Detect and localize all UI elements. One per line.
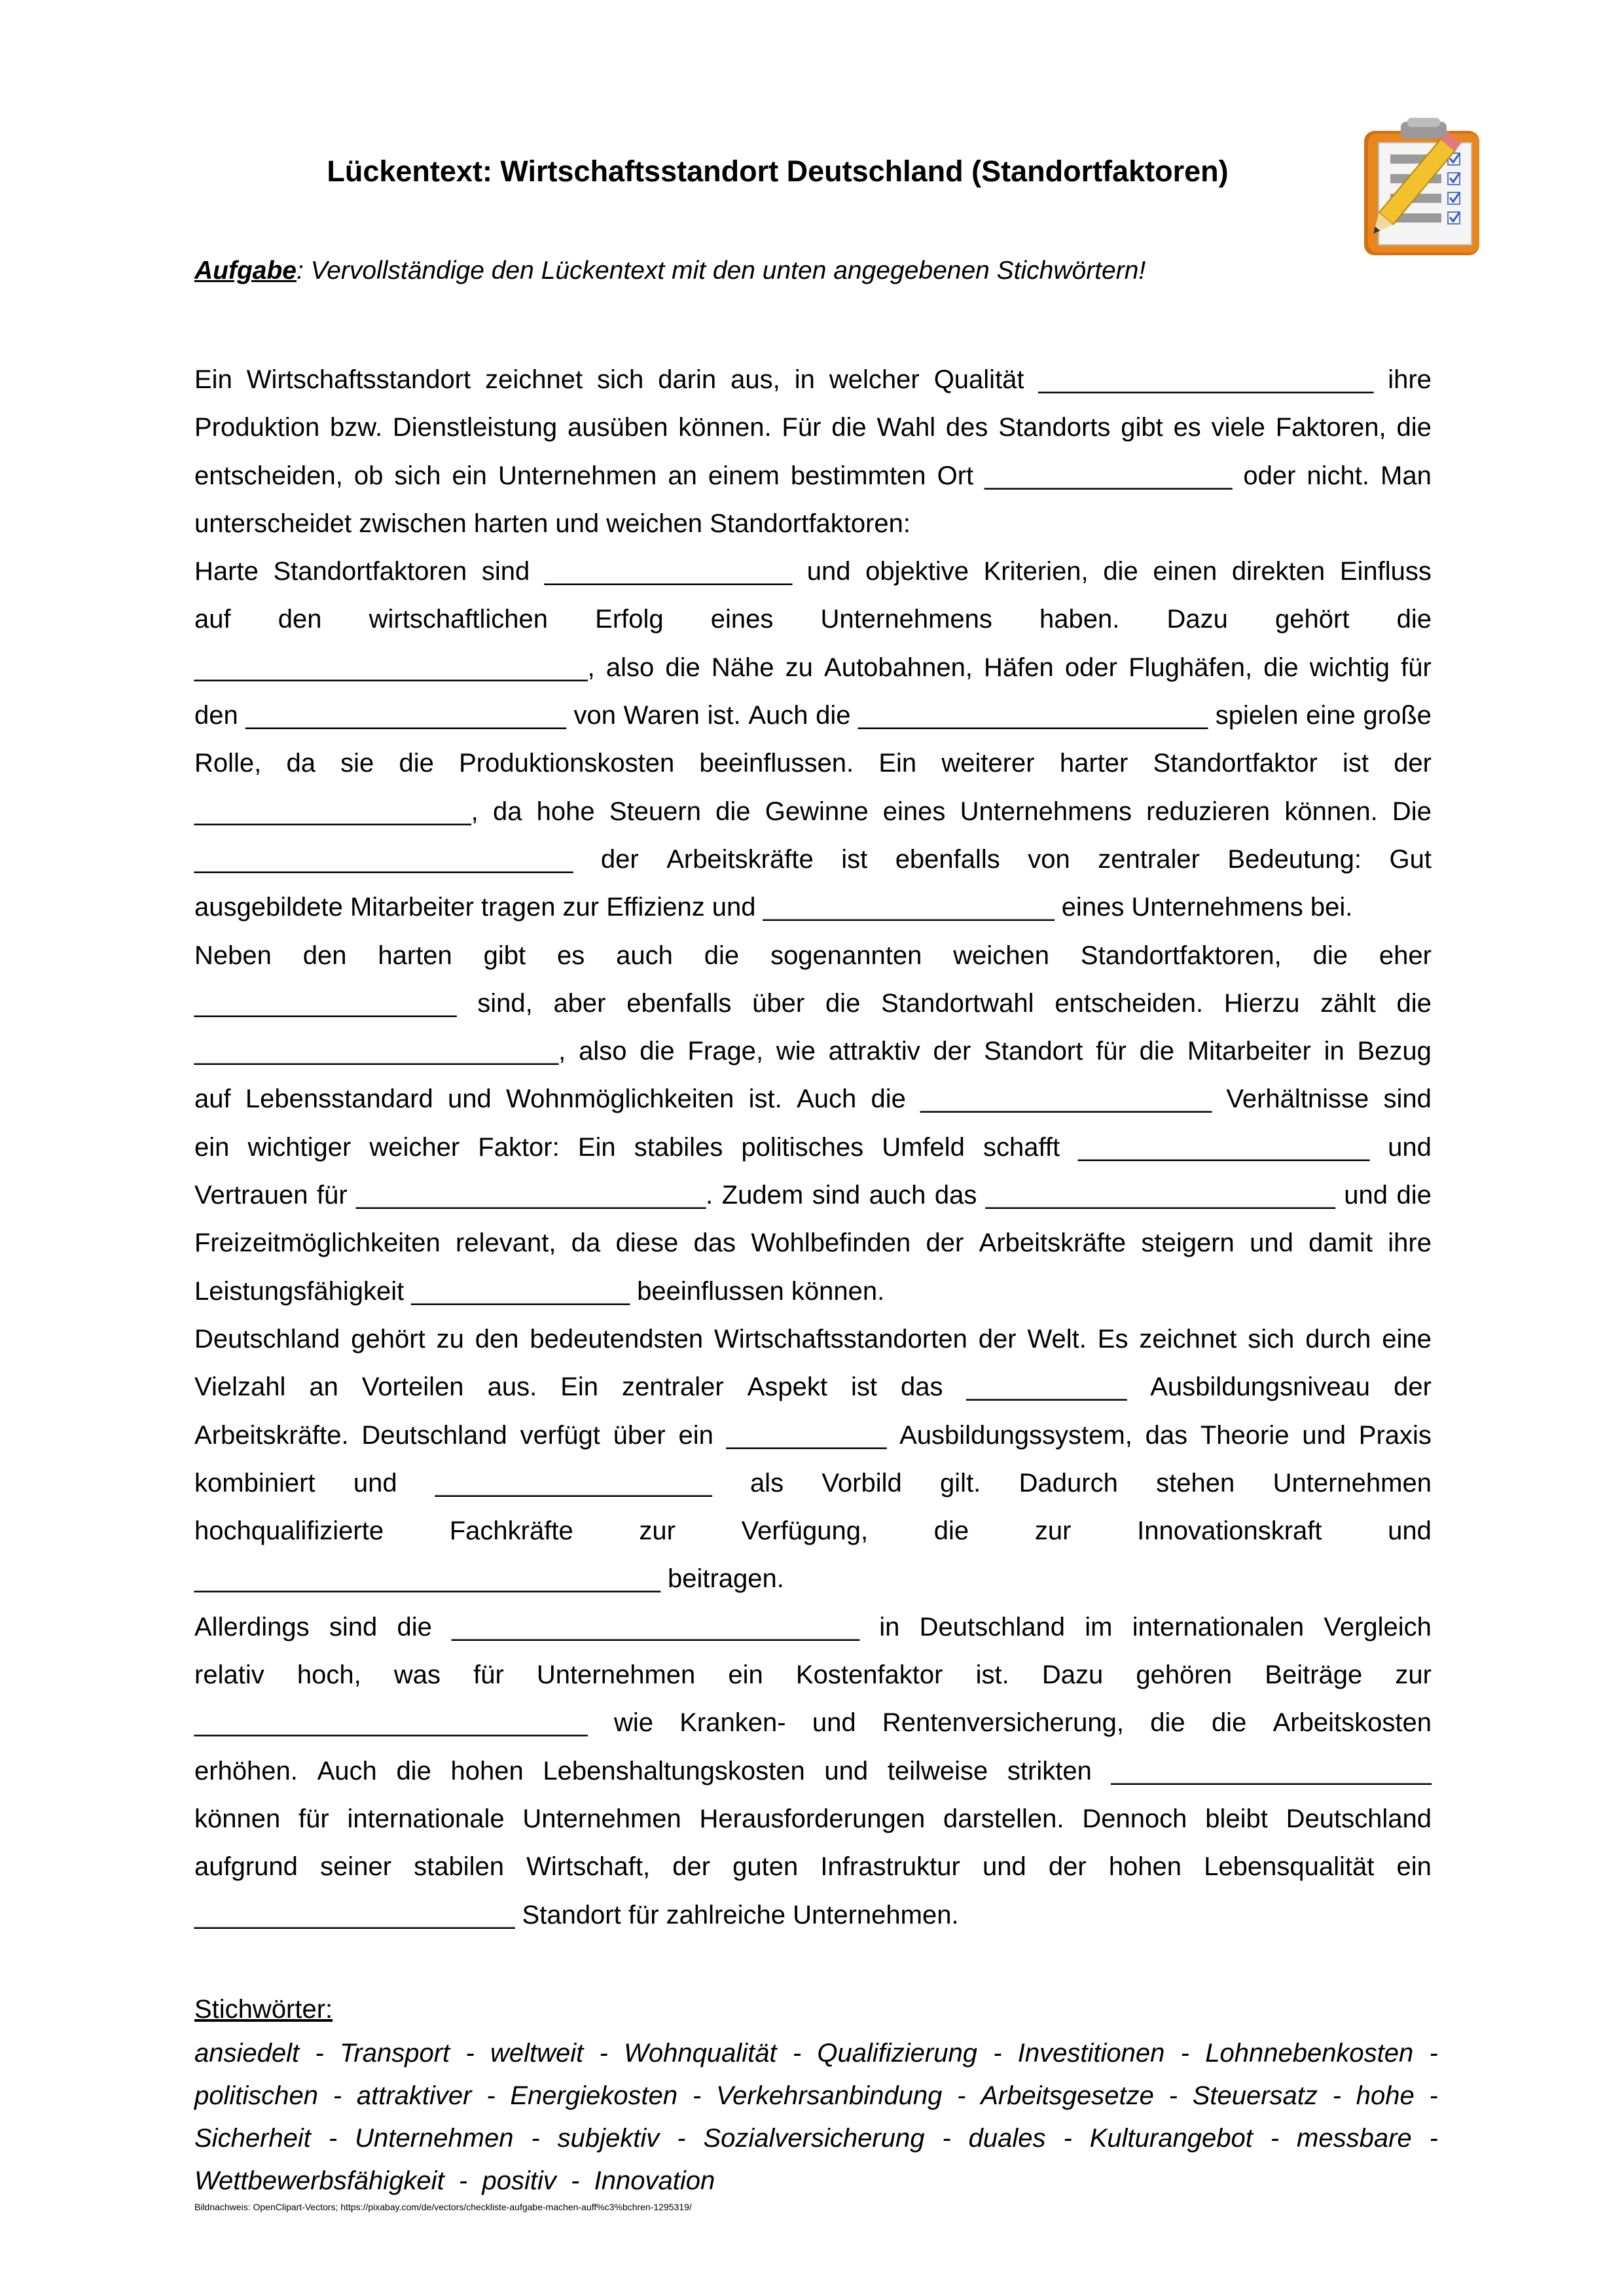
text-line: ein wichtiger weicher Faktor: Ein stabiles politisches Umfeld schafft ____________________ und: [194, 1132, 1432, 1162]
text-line: __________________ sind, aber ebenfalls über die Standortwahl entscheiden. Hierzu zählt die: [194, 988, 1432, 1018]
task-label: Aufgabe: [194, 257, 297, 285]
text-line: den ______________________ von Waren ist. Auch die ________________________ spielen eine große: [194, 701, 1432, 730]
text-line: Produktion bzw. Dienstleistung ausüben können. Für die Wahl des Standorts gibt es viele Faktoren, die: [194, 413, 1432, 442]
text-line: ausgebildete Mitarbeiter tragen zur Effizienz und ____________________ eines Unternehmens bei.: [194, 893, 1353, 922]
text-line: entscheiden, ob sich ein Unternehmen an einem bestimmten Ort _________________ oder nicht. Man: [194, 461, 1432, 490]
text-line: aufgrund seiner stabilen Wirtschaft, der guten Infrastruktur und der hohen Lebensqualität ein: [194, 1852, 1432, 1882]
text-line: Freizeitmöglichkeiten relevant, da diese das Wohlbefinden der Arbeitskräfte steigern und damit ihre: [194, 1229, 1432, 1258]
text-line: Ein Wirtschaftsstandort zeichnet sich darin aus, in welcher Qualität _______________________ ihre: [194, 365, 1432, 394]
page-title: Lückentext: Wirtschaftsstandort Deutschland (Standortfaktoren): [327, 154, 1229, 188]
text-line: Neben den harten gibt es auch die sogenannten weichen Standortfaktoren, die eher: [194, 941, 1432, 970]
text-line: Deutschland gehört zu den bedeutendsten Wirtschaftsstandorten der Welt. Es zeichnet sich durch eine: [194, 1324, 1432, 1354]
text-line: Vertrauen für ________________________. Zudem sind auch das ________________________ und die: [194, 1181, 1432, 1210]
text-line: ___________________________ wie Kranken- und Rentenversicherung, die die Arbeitskosten: [194, 1708, 1432, 1738]
task-instruction: [194, 251, 1438, 291]
text-line: Arbeitskräfte. Deutschland verfügt über ein ___________ Ausbildungssystem, das Theorie und Praxis: [194, 1420, 1432, 1450]
text-line: __________________________ der Arbeitskräfte ist ebenfalls von zentraler Bedeutung: Gut: [194, 844, 1432, 874]
text-line: ___________________________, also die Nähe zu Autobahnen, Häfen oder Flughäfen, die wichtig für: [194, 653, 1432, 682]
text-line: Vielzahl an Vorteilen aus. Ein zentraler Aspekt ist das ___________ Ausbildungsniveau der: [194, 1372, 1432, 1402]
text-line: unterscheidet zwischen harten und weichen Standortfaktoren:: [194, 509, 911, 538]
image-credit: Bildnachweis: OpenClipart-Vectors; https://pixabay.com/de/vectors/checkliste-aufgabe-machen-auff%c3%bchren-1295319/: [194, 2202, 692, 2212]
text-line: _________________________, also die Frage, wie attraktiv der Standort für die Mitarbeiter in Bezug: [194, 1037, 1432, 1066]
clipboard-checklist-icon: [1359, 117, 1490, 260]
keywords-list: [194, 2032, 1438, 2202]
text-line: auf Lebensstandard und Wohnmöglichkeiten ist. Auch die ____________________ Verhältnisse sind: [194, 1085, 1432, 1114]
text-line: Harte Standortfaktoren sind _________________ und objektive Kriterien, die einen direkten Einfluss: [194, 557, 1432, 586]
text-line: ______________________ Standort für zahlreiche Unternehmen.: [194, 1900, 959, 1929]
keywords-heading: Stichwörter:: [194, 1995, 333, 2024]
text-line: Allerdings sind die ____________________________ in Deutschland im internationalen Vergleich: [194, 1612, 1432, 1641]
text-line: kombiniert und ___________________ als Vorbild gilt. Dadurch stehen Unternehmen: [194, 1468, 1432, 1498]
text-line: Rolle, da sie die Produktionskosten beeinflussen. Ein weiterer harter Standortfaktor ist der: [194, 749, 1432, 778]
keyword-line: Wettbewerbsfähigkeit - positiv - Innovation: [194, 2166, 715, 2195]
cloze-paragraph: [194, 356, 1432, 1939]
text-line: auf den wirtschaftlichen Erfolg eines Unternehmens haben. Dazu gehört die: [194, 605, 1432, 634]
text-line: ________________________________ beitragen.: [194, 1564, 784, 1594]
text-line: können für internationale Unternehmen Herausforderungen darstellen. Dennoch bleibt Deutschland: [194, 1804, 1432, 1833]
keyword-line: politischen - attraktiver - Energiekosten - Verkehrsanbindung - Arbeitsgesetze - Steuersatz - hohe -: [194, 2081, 1438, 2110]
keyword-line: Sicherheit - Unternehmen - subjektiv - Sozialversicherung - duales - Kulturangebot - messbare -: [194, 2124, 1438, 2153]
keyword-line: ansiedelt - Transport - weltweit - Wohnqualität - Qualifizierung - Investitionen - Lohnnebenkosten -: [194, 2039, 1438, 2068]
text-line: ___________________, da hohe Steuern die Gewinne eines Unternehmens reduzieren können. Die: [194, 797, 1432, 826]
text-line: Leistungsfähigkeit _______________ beeinflussen können.: [194, 1276, 885, 1306]
task-text: : Vervollständige den Lückentext mit den unten angegebenen Stichwörtern!: [297, 257, 1146, 285]
text-line: relativ hoch, was für Unternehmen ein Kostenfaktor ist. Dazu gehören Beiträge zur: [194, 1660, 1432, 1690]
text-line: hochqualifizierte Fachkräfte zur Verfügung, die zur Innovationskraft und: [194, 1516, 1432, 1546]
text-line: erhöhen. Auch die hohen Lebenshaltungskosten und teilweise strikten ______________________: [194, 1756, 1432, 1785]
